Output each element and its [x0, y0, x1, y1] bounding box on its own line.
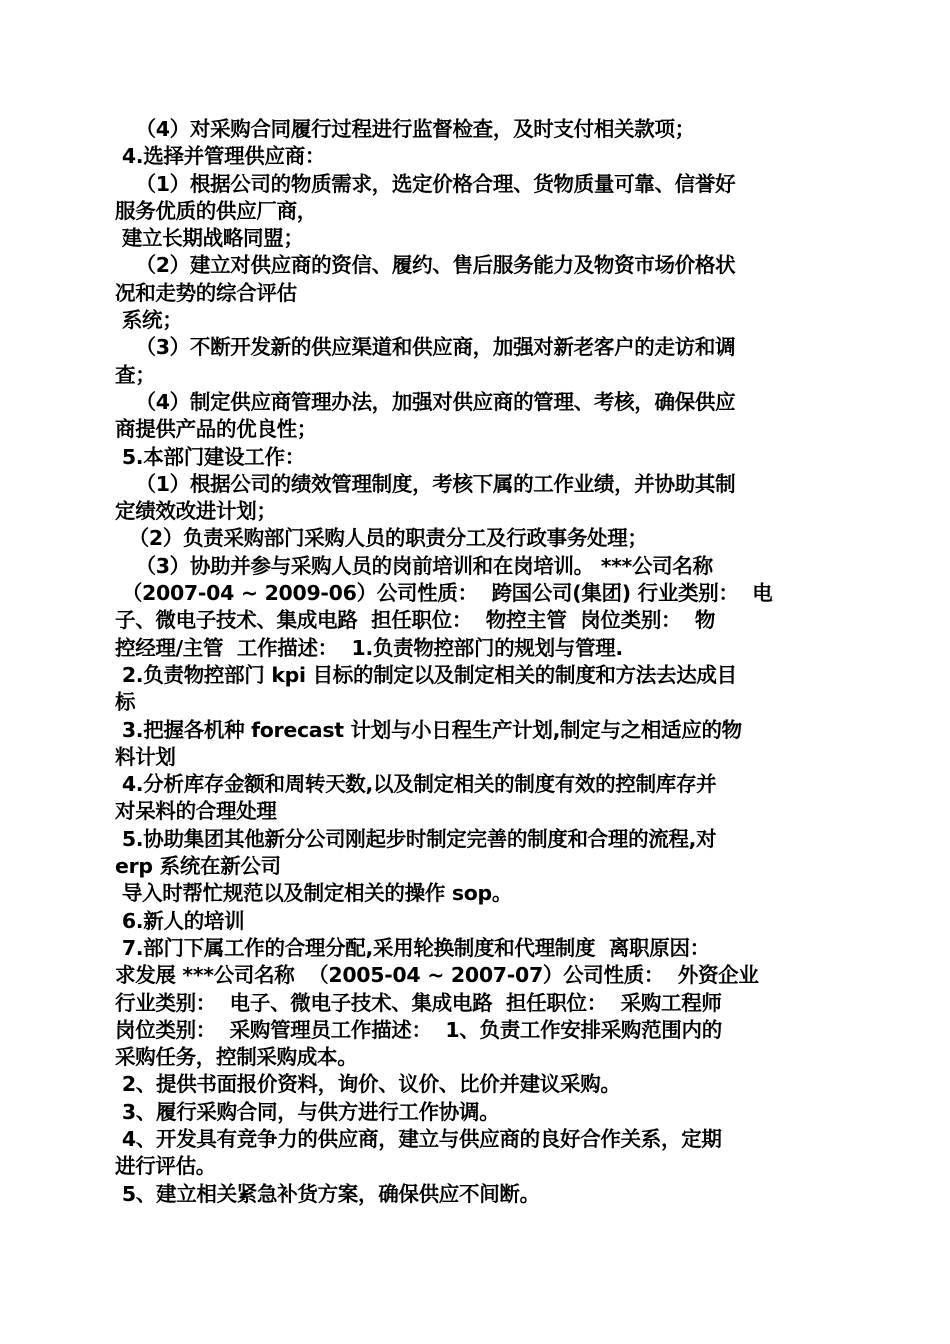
text-line: 对呆料的合理处理 — [115, 799, 277, 824]
text-line: 7.部门下属工作的合理分配,采用轮换制度和代理制度 离职原因： — [115, 935, 710, 960]
text-line: 服务优质的供应厂商， — [115, 198, 317, 223]
text-line: 况和走势的综合评估 — [115, 280, 297, 305]
text-line: 4.选择并管理供应商： — [115, 144, 326, 169]
document-body — [115, 116, 835, 1208]
text-line: 控经理/主管 工作描述： 1.负责物控部门的规划与管理. — [115, 635, 623, 660]
text-line: （2007-04 ~ 2009-06）公司性质： 跨国公司(集团) 行业类别： 电 — [115, 581, 773, 606]
text-line: 行业类别： 电子、微电子技术、集成电路 担任职位： 采购工程师 — [115, 990, 722, 1015]
text-line: （1）根据公司的物质需求，选定价格合理、货物质量可靠、信誉好 — [115, 171, 736, 196]
text-line: 商提供产品的优良性； — [115, 417, 317, 442]
text-line: 求发展 ***公司名称 （2005-04 ~ 2007-07）公司性质： 外资企业 — [115, 963, 759, 988]
text-line: （1）根据公司的绩效管理制度，考核下属的工作业绩，并协助其制 — [115, 471, 736, 496]
text-line: 进行评估。 — [115, 1154, 216, 1179]
text-line: 岗位类别： 采购管理员工作描述： 1、负责工作安排采购范围内的 — [115, 1017, 722, 1042]
text-line: （3）协助并参与采购人员的岗前培训和在岗培训。 ***公司名称 — [115, 553, 713, 578]
text-line: erp 系统在新公司 — [115, 854, 281, 879]
text-line: （2）负责采购部门采购人员的职责分工及行政事务处理； — [115, 526, 648, 551]
text-line: 采购任务，控制采购成本。 — [115, 1045, 358, 1070]
text-line: 子、微电子技术、集成电路 担任职位： 物控主管 岗位类别： 物 — [115, 608, 716, 633]
text-line: 5.协助集团其他新分公司刚起步时制定完善的制度和合理的流程,对 — [115, 826, 717, 851]
text-line: 查； — [115, 362, 156, 387]
text-line: 5.本部门建设工作： — [115, 444, 305, 469]
text-line: 4.分析库存金额和周转天数,以及制定相关的制度有效的控制库存并 — [115, 772, 717, 797]
text-line: （2）建立对供应商的资信、履约、售后服务能力及物资市场价格状 — [115, 253, 736, 278]
text-line: 2.负责物控部门 kpi 目标的制定以及制定相关的制度和方法去达成目 — [115, 662, 737, 687]
text-line: 3、履行采购合同，与供方进行工作协调。 — [115, 1099, 500, 1124]
text-line: 3.把握各机种 forecast 计划与小日程生产计划,制定与之相适应的物 — [115, 717, 742, 742]
text-line: 系统； — [115, 308, 183, 333]
text-line: 4、开发具有竞争力的供应商，建立与供应商的良好合作关系，定期 — [115, 1126, 722, 1151]
text-line: 定绩效改进计划； — [115, 499, 277, 524]
text-line: 6.新人的培训 — [115, 908, 245, 933]
text-line: 导入时帮忙规范以及制定相关的操作 sop。 — [115, 881, 513, 906]
text-line: 标 — [115, 690, 136, 715]
text-line: 5、建立相关紧急补货方案，确保供应不间断。 — [115, 1181, 540, 1206]
text-line: （3）不断开发新的供应渠道和供应商，加强对新老客户的走访和调 — [115, 335, 736, 360]
text-line: （4）制定供应商管理办法，加强对供应商的管理、考核，确保供应 — [115, 389, 736, 414]
text-line: （4）对采购合同履行过程进行监督检查，及时支付相关款项； — [115, 117, 695, 141]
text-line: 料计划 — [115, 744, 176, 769]
text-line: 2、提供书面报价资料，询价、议价、比价并建议采购。 — [115, 1072, 621, 1097]
text-line: 建立长期战略同盟； — [115, 226, 304, 251]
